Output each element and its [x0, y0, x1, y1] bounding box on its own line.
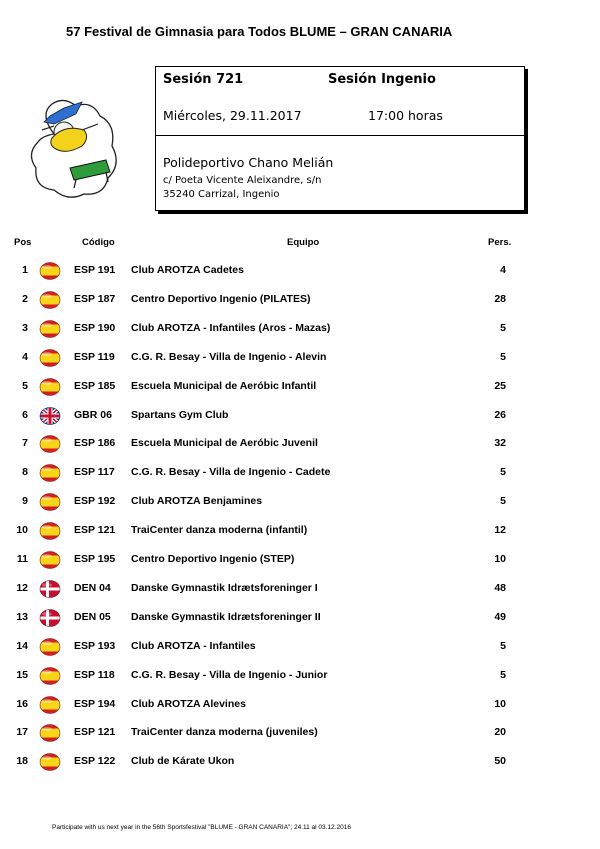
row-code: ESP 186 [74, 437, 116, 450]
table-row [0, 521, 600, 541]
row-team: Escuela Municipal de Aeróbic Juvenil [131, 437, 318, 450]
row-code: ESP 190 [74, 321, 116, 334]
table-row [0, 377, 600, 397]
row-persons: 50 [494, 755, 506, 768]
row-team: Danske Gymnastik Idrætsforeninger II [131, 610, 321, 623]
session-info-box [155, 66, 525, 211]
table-row [0, 637, 600, 657]
row-code: ESP 187 [74, 292, 116, 305]
row-code: ESP 117 [74, 466, 115, 479]
spain-flag-icon [39, 723, 61, 743]
row-position: 12 [16, 581, 28, 594]
venue-name: Polideportivo Chano Melián [163, 155, 334, 170]
row-team: Danske Gymnastik Idrætsforeninger I [131, 581, 318, 594]
session-date: Miércoles, 29.11.2017 [163, 108, 302, 123]
spain-flag-icon [39, 463, 61, 483]
row-code: ESP 191 [74, 264, 116, 276]
row-persons: 28 [494, 292, 506, 305]
table-row [0, 550, 600, 570]
row-position: 3 [22, 321, 28, 334]
row-team: TraiCenter danza moderna (juveniles) [131, 726, 318, 739]
row-position: 11 [16, 553, 28, 565]
spain-flag-icon [39, 752, 61, 772]
session-number: Sesión 721 [163, 72, 244, 87]
row-persons: 5 [500, 466, 506, 479]
row-team: Club de Kárate Ukon [131, 755, 235, 768]
row-team: C.G. R. Besay - Villa de Ingenio - Cadete [131, 466, 331, 479]
table-row [0, 434, 600, 454]
spain-flag-icon [39, 261, 61, 281]
row-position: 7 [22, 437, 28, 450]
row-persons: 5 [500, 321, 506, 334]
table-row [0, 463, 600, 483]
row-team: Centro Deportivo Ingenio (PILATES) [131, 292, 311, 305]
row-position: 16 [16, 697, 28, 710]
row-position: 13 [16, 610, 28, 623]
festival-logo-icon [24, 94, 124, 204]
row-persons: 10 [494, 697, 506, 710]
row-position: 1 [22, 264, 28, 276]
row-code: DEN 04 [74, 581, 111, 594]
row-team: Club AROTZA - Infantiles (Aros - Mazas) [131, 321, 331, 334]
row-position: 17 [16, 726, 28, 739]
spain-flag-icon [39, 348, 61, 368]
table-row [0, 492, 600, 512]
row-position: 2 [22, 292, 28, 305]
row-persons: 5 [500, 639, 506, 652]
row-team: C.G. R. Besay - Villa de Ingenio - Alevin [131, 350, 327, 363]
table-row [0, 579, 600, 599]
row-persons: 10 [494, 553, 506, 565]
row-position: 8 [22, 466, 28, 479]
row-persons: 5 [500, 495, 506, 508]
row-team: Escuela Municipal de Aeróbic Infantil [131, 379, 317, 392]
info-divider [156, 135, 524, 136]
denmark-flag-icon [39, 579, 61, 599]
table-row [0, 723, 600, 743]
row-position: 15 [16, 668, 28, 681]
table-row [0, 695, 600, 715]
row-position: 18 [16, 755, 28, 768]
row-team: Centro Deportivo Ingenio (STEP) [131, 553, 295, 565]
session-time: 17:00 horas [368, 108, 443, 123]
row-team: Spartans Gym Club [131, 408, 229, 421]
table-row [0, 608, 600, 628]
row-team: C.G. R. Besay - Villa de Ingenio - Junior [131, 668, 328, 681]
table-row [0, 666, 600, 686]
row-code: ESP 185 [74, 379, 116, 392]
denmark-flag-icon [39, 608, 61, 628]
row-team: Club AROTZA - Infantiles [131, 639, 256, 652]
row-persons: 49 [494, 610, 506, 623]
session-name: Sesión Ingenio [328, 72, 436, 87]
spain-flag-icon [39, 695, 61, 715]
row-persons: 26 [494, 408, 506, 421]
row-code: ESP 195 [74, 553, 116, 565]
row-code: GBR 06 [74, 408, 112, 421]
header-pers: Pers. [488, 237, 512, 248]
row-persons: 5 [500, 668, 506, 681]
table-row [0, 290, 600, 310]
row-code: ESP 121 [74, 524, 116, 537]
row-persons: 4 [500, 264, 506, 276]
row-team: Club AROTZA Benjamines [131, 495, 263, 508]
header-team: Equipo [287, 237, 320, 248]
row-position: 6 [22, 408, 28, 421]
venue-address-line2: 35240 Carrizal, Ingenio [163, 189, 280, 200]
header-pos: Pos [14, 237, 32, 248]
spain-flag-icon [39, 666, 61, 686]
footer-note: Participate with us next year in the 56th Sportsfestival "BLUME - GRAN CANARIA"; 24.11 al 03.12.2016 [52, 824, 351, 831]
row-position: 4 [22, 350, 28, 363]
row-persons: 32 [494, 437, 506, 450]
header-code: Código [82, 237, 115, 248]
row-code: ESP 122 [74, 755, 116, 768]
table-row [0, 406, 600, 426]
table-row [0, 348, 600, 368]
row-position: 9 [22, 495, 28, 508]
venue-address-line1: c/ Poeta Vicente Aleixandre, s/n [163, 175, 322, 186]
row-persons: 48 [494, 581, 506, 594]
table-row [0, 752, 600, 772]
row-persons: 12 [494, 524, 506, 537]
page-title: 57 Festival de Gimnasia para Todos BLUME – GRAN CANARIA [66, 24, 453, 39]
spain-flag-icon [39, 290, 61, 310]
spain-flag-icon [39, 319, 61, 339]
row-code: ESP 192 [74, 495, 116, 508]
spain-flag-icon [39, 637, 61, 657]
row-code: DEN 05 [74, 610, 111, 623]
row-position: 14 [16, 639, 28, 652]
row-code: ESP 193 [74, 639, 116, 652]
row-code: ESP 119 [74, 350, 115, 363]
row-code: ESP 194 [74, 697, 116, 710]
spain-flag-icon [39, 492, 61, 512]
row-persons: 20 [494, 726, 506, 739]
row-position: 10 [16, 524, 28, 537]
row-team: TraiCenter danza moderna (infantil) [131, 524, 308, 537]
table-row [0, 261, 600, 281]
spain-flag-icon [39, 434, 61, 454]
spain-flag-icon [39, 377, 61, 397]
row-team: Club AROTZA Cadetes [131, 264, 244, 276]
spain-flag-icon [39, 550, 61, 570]
row-code: ESP 121 [74, 726, 116, 739]
row-persons: 25 [494, 379, 506, 392]
uk-flag-icon [39, 406, 61, 426]
row-position: 5 [22, 379, 28, 392]
row-code: ESP 118 [74, 668, 115, 681]
row-team: Club AROTZA Alevines [131, 697, 246, 710]
row-persons: 5 [500, 350, 506, 363]
spain-flag-icon [39, 521, 61, 541]
table-row [0, 319, 600, 339]
